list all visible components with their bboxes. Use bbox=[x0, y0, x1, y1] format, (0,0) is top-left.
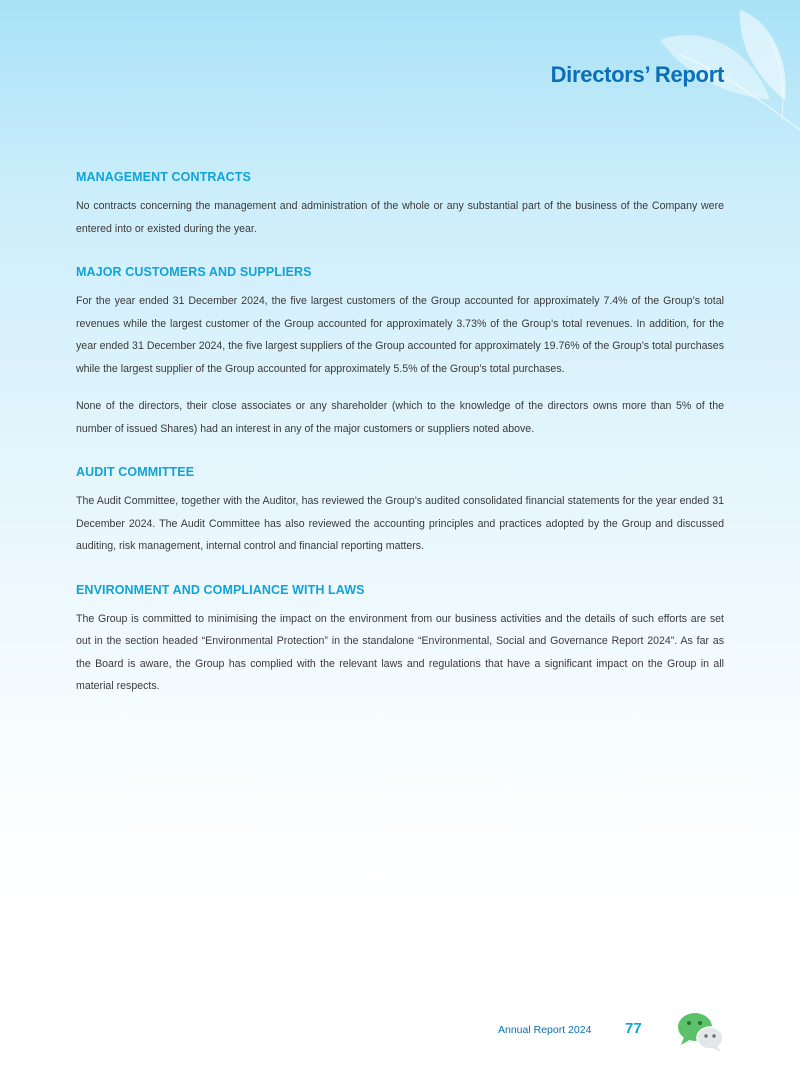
section-audit-committee bbox=[76, 465, 724, 558]
section-heading: ENVIRONMENT AND COMPLIANCE WITH LAWS bbox=[76, 582, 365, 597]
section-heading: MAJOR CUSTOMERS AND SUPPLIERS bbox=[76, 265, 312, 279]
section-major-customers-suppliers bbox=[76, 265, 724, 440]
section-management-contracts bbox=[76, 170, 724, 240]
section-environment-compliance bbox=[76, 583, 724, 698]
footer-report-label: Annual Report 2024 bbox=[498, 1024, 592, 1036]
section-heading: AUDIT COMMITTEE bbox=[76, 465, 195, 479]
paragraph: For the year ended 31 December 2024, the five largest customers of the Group accounted for approximately 7.4% of the Group’s total revenues while the largest customer of the Group accounted for approximately 3.73% of the Group’s total revenues. In addition, for the year ended 31 December 2024, the five largest suppliers of the Group accounted for approximately 19.76% of the Group’s total purchases while the largest supplier of the Group accounted for approximately 5.5% of the Group’s total purchases. bbox=[76, 295, 724, 375]
paragraph: None of the directors, their close associates or any shareholder (which to the knowledge of the directors owns more than 5% of the number of issued Shares) had an interest in any of the major customers or suppliers noted above. bbox=[76, 400, 724, 435]
page-number: 77 bbox=[625, 1020, 642, 1037]
main-content bbox=[76, 170, 724, 723]
chat-bubbles-icon bbox=[676, 1010, 726, 1054]
paragraph: No contracts concerning the management and administration of the whole or any substantial part of the business of the Company were entered into or existed during the year. bbox=[76, 200, 724, 235]
paragraph: The Audit Committee, together with the Auditor, has reviewed the Group’s audited consolidated financial statements for the year ended 31 December 2024. The Audit Committee has also reviewed the accounting principles and practices adopted by the Group and discussed auditing, risk management, internal control and financial reporting matters. bbox=[76, 495, 724, 552]
section-heading: MANAGEMENT CONTRACTS bbox=[76, 170, 251, 184]
page-title: Directors’ Report bbox=[550, 62, 724, 87]
paragraph: The Group is committed to minimising the impact on the environment from our business activities and the details of such efforts are set out in the section headed “Environmental Protection” in the standalone “Environmental, Social and Governance Report 2024”. As far as the Board is aware, the Group has complied with the relevant laws and regulations that have a significant impact on the Group in all material respects. bbox=[76, 612, 724, 692]
